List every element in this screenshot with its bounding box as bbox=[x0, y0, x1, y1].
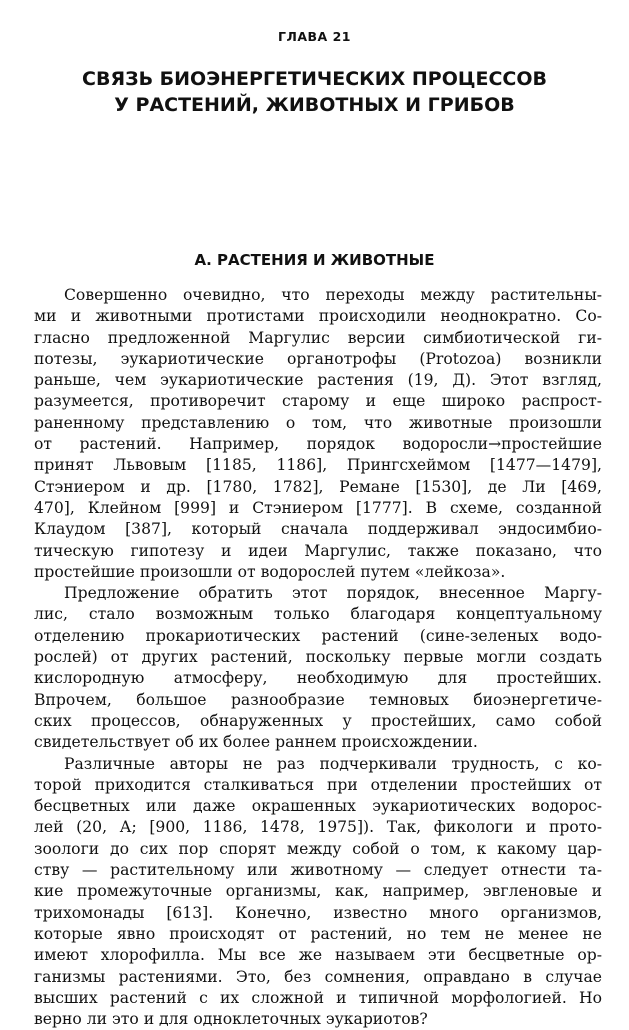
text-line: тическую гипотезу и идеи Маргулис, также показано, что bbox=[34, 541, 602, 560]
text-line: 470], Клейном [999] и Стэниером [1777]. В схеме, созданной bbox=[34, 498, 602, 517]
text-line: потезы, эукариотические органотрофы (Protozoa) возникли bbox=[34, 349, 602, 368]
body-text bbox=[34, 285, 602, 1030]
text-line: которые явно происходят от растений, но тем не менее не bbox=[34, 924, 602, 943]
chapter-label: ГЛАВА 21 bbox=[278, 29, 351, 44]
text-line: Различные авторы не раз подчеркивали трудность, с ко- bbox=[64, 754, 602, 773]
text-line: кие промежуточные организмы, как, например, эвгленовые и bbox=[34, 882, 602, 901]
text-line: свидетельствует об их более раннем происхождении. bbox=[34, 733, 478, 752]
paragraph bbox=[34, 583, 602, 753]
text-line: ству — растительному или животному — следует отнести та- bbox=[34, 861, 602, 880]
text-line: кислородную атмосферу, необходимую для простейших. bbox=[34, 669, 602, 688]
paragraph bbox=[34, 285, 602, 583]
text-line: ских процессов, обнаруженных у простейших, само собой bbox=[34, 711, 602, 730]
text-line: гласно предложенной Маргулис версии симбиотической ги- bbox=[34, 328, 602, 347]
text-line: Впрочем, большое разнообразие темновых биоэнергетиче- bbox=[34, 690, 602, 709]
text-line: зоологи до сих пор спорят между собой о том, к какому цар- bbox=[34, 839, 602, 858]
text-line: принят Львовым [1185, 1186], Прингсхеймом [1477—1479], bbox=[34, 456, 602, 475]
text-line: от растений. Например, порядок водоросли→простейшие bbox=[34, 435, 602, 454]
text-line: Стэниером и др. [1780, 1782], Ремане [1530], де Ли [469, bbox=[34, 477, 602, 496]
title-line: У РАСТЕНИЙ, ЖИВОТНЫХ И ГРИБОВ bbox=[114, 94, 515, 116]
paragraph bbox=[34, 754, 602, 1030]
text-line: ми и животными протистами происходили неоднократно. Со- bbox=[34, 307, 602, 326]
text-line: раньше, чем эукариотические растения (19, Д). Этот взгляд, bbox=[34, 371, 602, 390]
text-line: лей (20, А; [900, 1186, 1478, 1975]). Так, фикологи и прото- bbox=[34, 818, 602, 837]
text-line: отделению прокариотических растений (сине-зеленых водо- bbox=[34, 626, 602, 645]
text-line: верно ли это и для одноклеточных эукариотов? bbox=[34, 1010, 428, 1029]
text-line: Предложение обратить этот порядок, внесенное Маргу- bbox=[64, 584, 602, 603]
title-line: СВЯЗЬ БИОЭНЕРГЕТИЧЕСКИХ ПРОЦЕССОВ bbox=[82, 68, 547, 90]
text-line: раненному представлению о том, что животные произошли bbox=[34, 413, 602, 432]
text-line: торой приходится сталкиваться при отделении простейших от bbox=[34, 775, 602, 794]
text-line: рослей) от других растений, поскольку первые могли создать bbox=[34, 648, 602, 667]
chapter-title bbox=[0, 66, 629, 118]
text-line: лис, стало возможным только благодаря концептуальному bbox=[34, 605, 602, 624]
text-line: трихомонады [613]. Конечно, известно много организмов, bbox=[34, 903, 602, 922]
text-line: Совершенно очевидно, что переходы между растительны- bbox=[64, 286, 602, 304]
text-line: простейшие произошли от водорослей путем «лейкоза». bbox=[34, 562, 506, 581]
text-line: высших растений с их сложной и типичной морфологией. Но bbox=[34, 988, 602, 1007]
text-line: разумеется, противоречит старому и еще широко распрост- bbox=[34, 392, 602, 411]
text-line: ганизмы растениями. Это, без сомнения, оправдано в случае bbox=[34, 967, 602, 986]
text-line: бесцветных или даже окрашенных эукариотических водорос- bbox=[34, 797, 602, 816]
section-heading: А. РАСТЕНИЯ И ЖИВОТНЫЕ bbox=[194, 251, 435, 269]
text-line: имеют хлорофилла. Мы все же называем эти бесцветные ор- bbox=[34, 946, 602, 965]
text-line: Клаудом [387], который сначала поддерживал эндосимбио- bbox=[34, 520, 602, 539]
